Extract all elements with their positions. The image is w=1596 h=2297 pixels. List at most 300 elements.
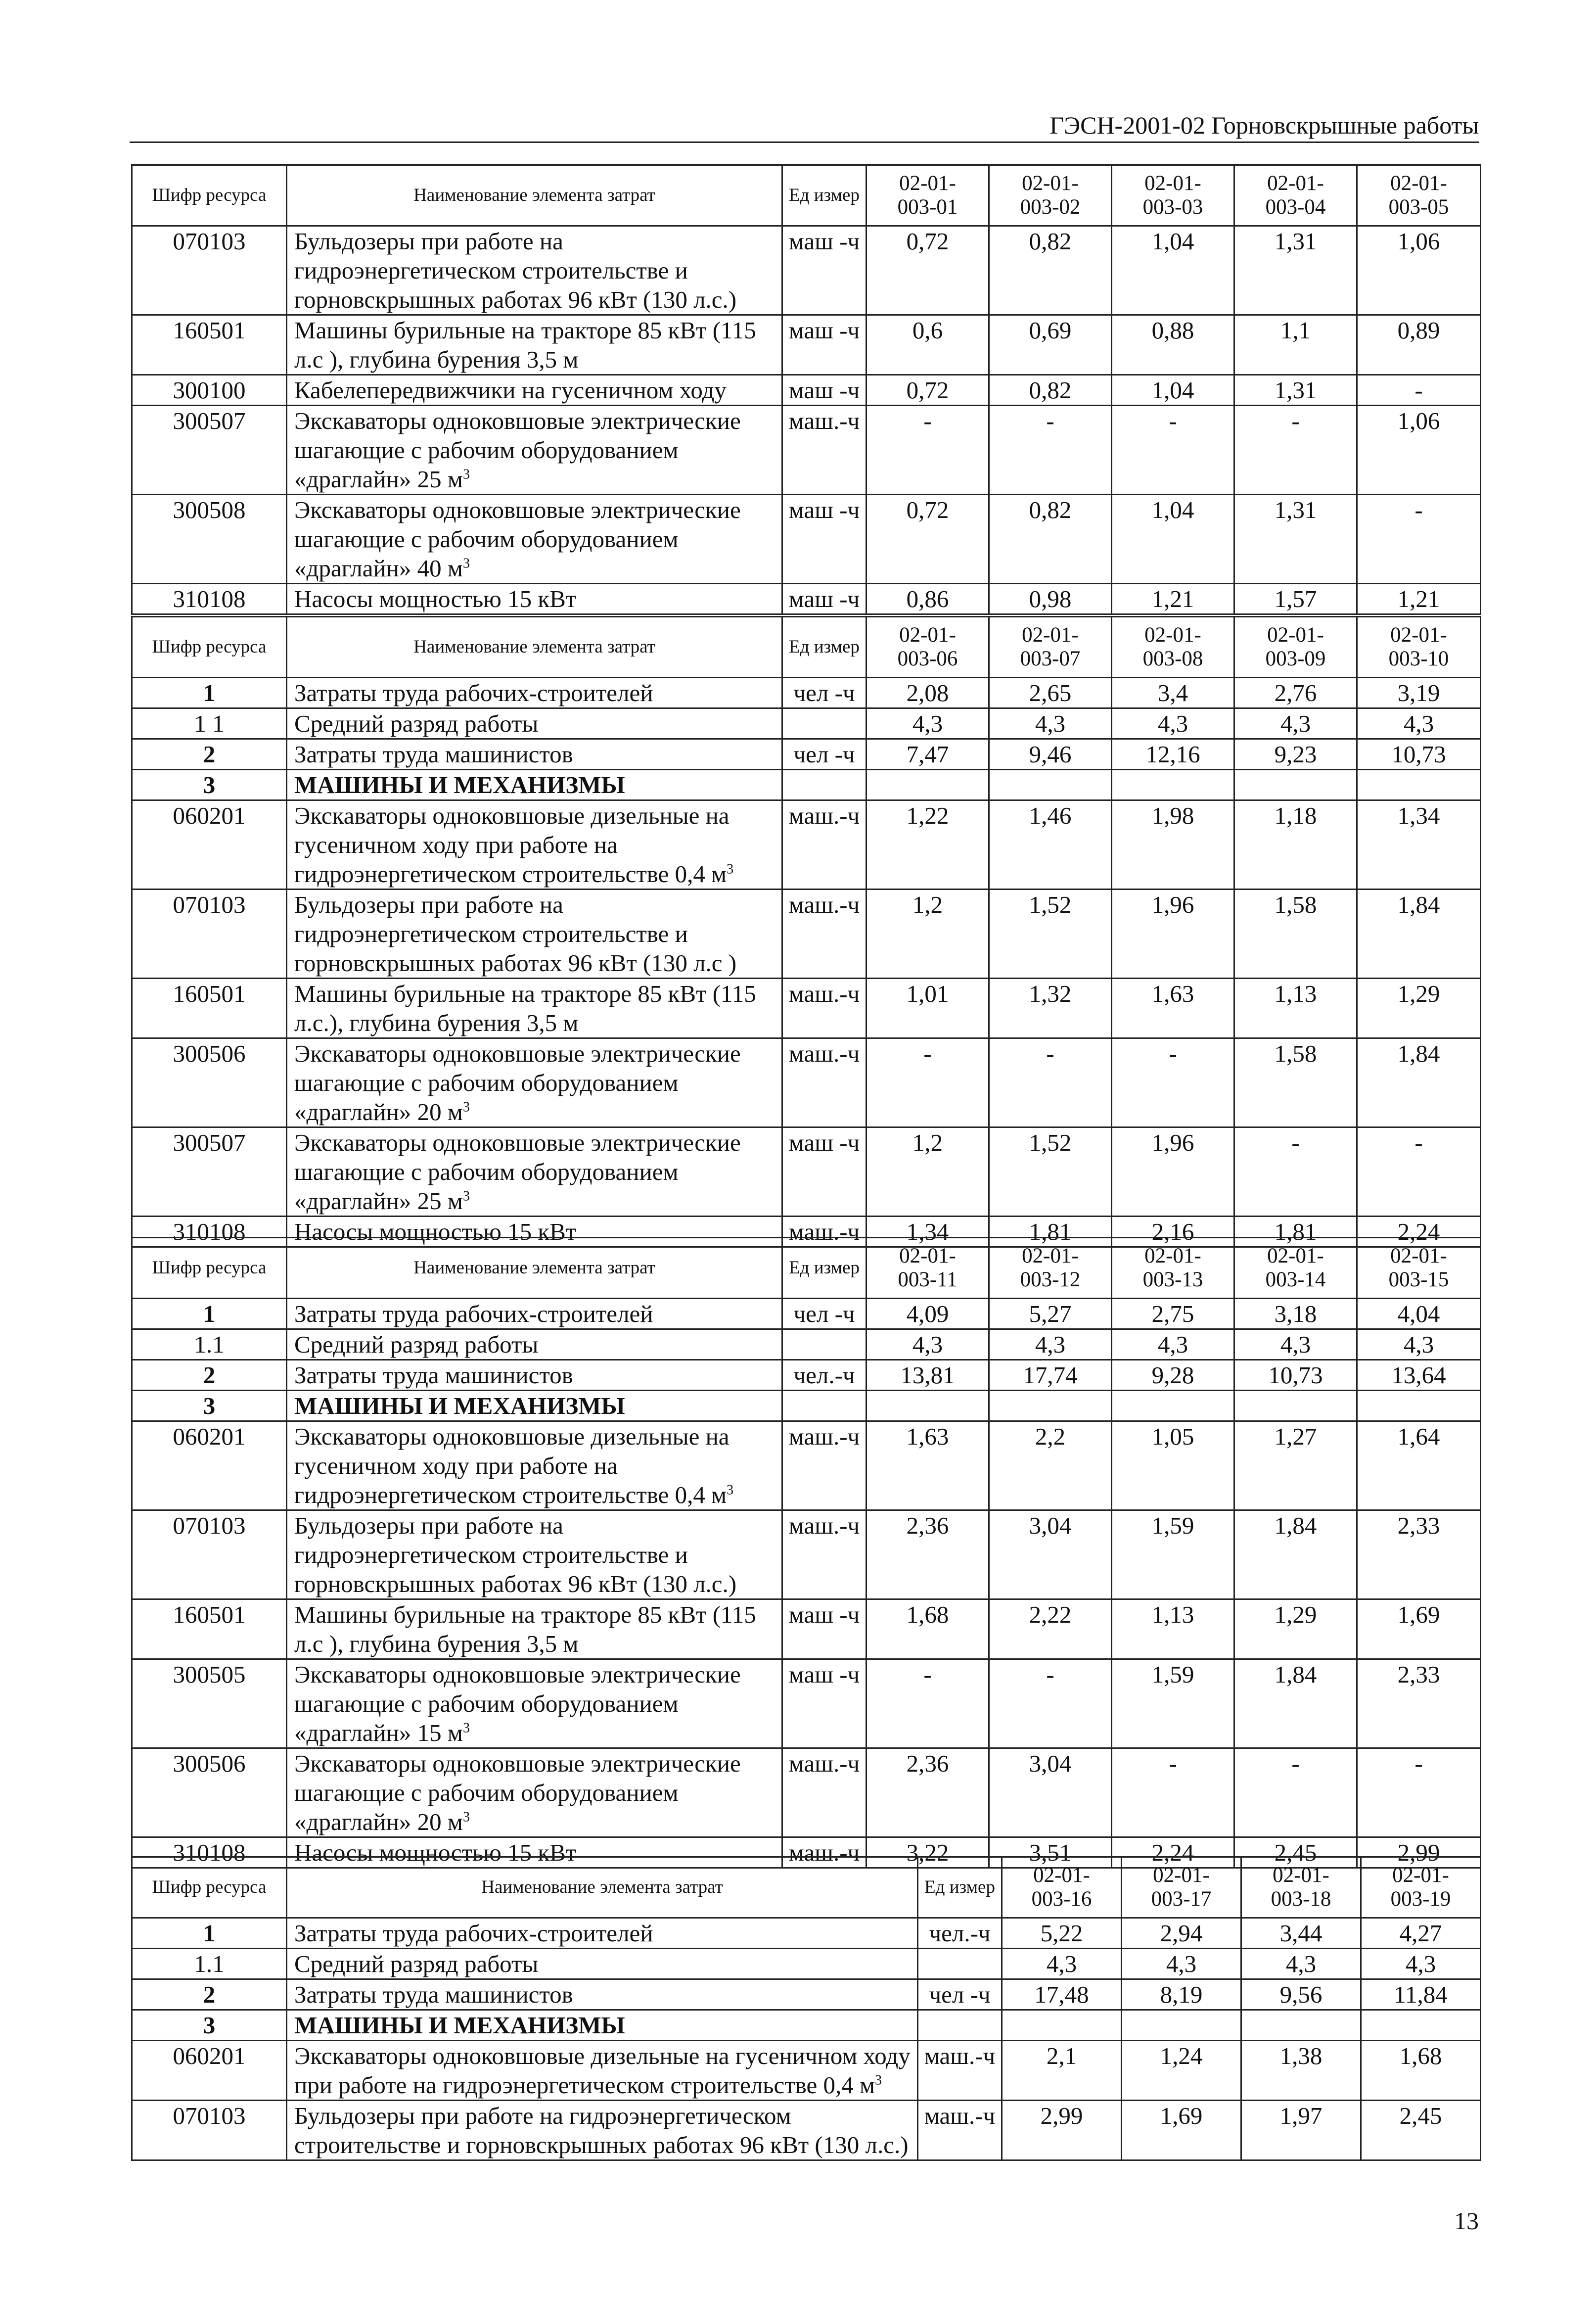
cost-element-name-text: Экскаваторы одноковшовые дизельные на гусеничном ходу при работе на гидроэнергетическом строительстве 0,4 м <box>294 802 730 888</box>
header-norm-code: 02-01- 003-19 <box>1361 1857 1481 1918</box>
resource-code: 060201 <box>132 1421 287 1510</box>
unit-of-measure: чел.-ч <box>782 1360 866 1391</box>
resource-code: 300507 <box>132 406 287 495</box>
unit-of-measure: маш -ч <box>782 1659 866 1748</box>
norm-value: - <box>1112 406 1234 495</box>
cost-element-name-text: Бульдозеры при работе на гидроэнергетическом строительстве и горновскрышных работах 96 кВт (130 л.с.) <box>294 228 737 313</box>
cost-element-name <box>287 584 782 614</box>
cost-element-name-text: Бульдозеры при работе на гидроэнергетическом строительстве и горновскрышных работах 96 кВт (130 л.с.) <box>294 1512 737 1597</box>
norm-value: 1,57 <box>1234 584 1357 614</box>
norm-value: 1,69 <box>1357 1599 1481 1659</box>
norm-value: 0,72 <box>866 226 989 315</box>
norm-value: - <box>866 406 989 495</box>
resource-code: 2 <box>132 1360 287 1391</box>
norm-value: 1,32 <box>989 979 1112 1038</box>
norm-value: 1,27 <box>1234 1421 1357 1510</box>
norm-value <box>1241 2010 1361 2041</box>
header-unit: Ед измер <box>782 617 866 678</box>
resource-code: 2 <box>132 739 287 770</box>
norm-value: 1,31 <box>1234 375 1357 406</box>
unit-of-measure: маш.-ч <box>782 406 866 495</box>
norms-table <box>131 616 1481 1248</box>
norm-value: 1,38 <box>1241 2041 1361 2101</box>
header-norm-code: 02-01- 003-02 <box>989 165 1112 226</box>
norm-value: 1,63 <box>866 1421 989 1510</box>
norm-value <box>989 1391 1112 1421</box>
norm-value <box>1112 770 1234 800</box>
norm-value: 4,3 <box>1122 1949 1241 1979</box>
resource-code: 3 <box>132 2010 287 2041</box>
table-row <box>132 2010 1481 2041</box>
unit-superscript: 3 <box>875 2072 882 2088</box>
norms-table <box>131 1237 1481 1869</box>
table-row <box>132 226 1481 315</box>
unit-of-measure: маш.-ч <box>782 800 866 890</box>
norm-value: 0,82 <box>989 375 1112 406</box>
table-row <box>132 1748 1481 1837</box>
unit-superscript: 3 <box>462 556 470 571</box>
norm-value: 1,2 <box>866 890 989 979</box>
norm-value: 8,19 <box>1122 1979 1241 2010</box>
norm-value: 1,34 <box>866 1217 989 1247</box>
cost-element-name <box>287 1329 782 1360</box>
header-norm-code: 02-01- 003-01 <box>866 165 989 226</box>
cost-element-name <box>287 800 782 890</box>
table-row <box>132 2041 1481 2101</box>
cost-element-name <box>287 495 782 584</box>
cost-element-name <box>287 1360 782 1391</box>
cost-element-name-text: Насосы мощностью 15 кВт <box>294 1218 577 1245</box>
norm-value: - <box>1112 1748 1234 1837</box>
cost-element-name-text: Экскаваторы одноковшовые дизельные на гусеничном ходу при работе на гидроэнергетическом строительстве 0,4 м <box>294 2042 911 2099</box>
unit-of-measure: чел -ч <box>918 1979 1002 2010</box>
header-norm-code: 02-01- 003-14 <box>1234 1238 1357 1299</box>
table-row <box>132 1918 1481 1949</box>
cost-element-name <box>287 1979 918 2010</box>
norm-value: 2,1 <box>1002 2041 1122 2101</box>
cost-element-name-text: Экскаваторы одноковшовые электрические шагающие с рабочим оборудованием «драглайн» 40 м <box>294 496 741 582</box>
norm-value: 2,08 <box>866 678 989 708</box>
norm-value: 10,73 <box>1234 1360 1357 1391</box>
unit-of-measure: маш.-ч <box>782 1038 866 1127</box>
norm-value: 3,4 <box>1112 678 1234 708</box>
norm-value: 4,3 <box>989 1329 1112 1360</box>
norm-value: 4,27 <box>1361 1918 1481 1949</box>
norm-value: 3,51 <box>989 1837 1112 1868</box>
cost-element-name <box>287 1127 782 1217</box>
table-row <box>132 315 1481 375</box>
norm-value: 9,28 <box>1112 1360 1234 1391</box>
unit-of-measure: чел -ч <box>782 739 866 770</box>
table-row <box>132 406 1481 495</box>
header-norm-code: 02-01- 003-06 <box>866 617 989 678</box>
norm-value: 2,94 <box>1122 1918 1241 1949</box>
norm-value: 1,21 <box>1357 584 1481 614</box>
cost-element-name <box>287 708 782 739</box>
unit-of-measure: маш -ч <box>782 495 866 584</box>
header-norm-code: 02-01- 003-12 <box>989 1238 1112 1299</box>
cost-element-name-text: Затраты труда рабочих-строителей <box>294 679 653 706</box>
cost-element-name-text: Экскаваторы одноковшовые электрические шагающие с рабочим оборудованием «драглайн» 25 м <box>294 1129 741 1215</box>
norm-value: 1,97 <box>1241 2101 1361 2160</box>
norm-value: - <box>989 1038 1112 1127</box>
cost-element-name-text: МАШИНЫ И МЕХАНИЗМЫ <box>294 2012 625 2039</box>
norm-value: - <box>866 1038 989 1127</box>
norm-value: 4,3 <box>866 1329 989 1360</box>
norm-value: 1,68 <box>866 1599 989 1659</box>
table-row <box>132 1360 1481 1391</box>
norm-value: 13,81 <box>866 1360 989 1391</box>
norm-value: 2,36 <box>866 1510 989 1599</box>
cost-element-name <box>287 770 782 800</box>
table-header-row <box>132 165 1481 226</box>
cost-element-name-text: Затраты труда машинистов <box>294 1361 573 1389</box>
unit-of-measure <box>782 1329 866 1360</box>
unit-of-measure: маш -ч <box>782 315 866 375</box>
cost-element-name-text: Затраты труда машинистов <box>294 741 573 768</box>
norm-value: - <box>989 406 1112 495</box>
norm-value: 1,13 <box>1112 1599 1234 1659</box>
cost-element-name <box>287 406 782 495</box>
unit-of-measure: чел -ч <box>782 678 866 708</box>
cost-element-name <box>287 1949 918 1979</box>
norm-value: 11,84 <box>1361 1979 1481 2010</box>
norm-value: 1,29 <box>1357 979 1481 1038</box>
unit-of-measure <box>782 1391 866 1421</box>
norm-value: 1,34 <box>1357 800 1481 890</box>
norm-value: 1,96 <box>1112 1127 1234 1217</box>
norm-value: 17,48 <box>1002 1979 1122 2010</box>
cost-element-name-text: Затраты труда рабочих-строителей <box>294 1300 653 1327</box>
resource-code: 070103 <box>132 890 287 979</box>
norm-value: 1,63 <box>1112 979 1234 1038</box>
norm-value: 4,3 <box>1002 1949 1122 1979</box>
resource-code: 300507 <box>132 1127 287 1217</box>
unit-of-measure <box>918 1949 1002 1979</box>
norms-table <box>131 1856 1481 2161</box>
norm-value: 1,84 <box>1357 890 1481 979</box>
norm-value <box>1361 2010 1481 2041</box>
cost-element-name <box>287 1599 782 1659</box>
norm-value: 2,36 <box>866 1748 989 1837</box>
cost-element-name-text: Затраты труда машинистов <box>294 1981 573 2008</box>
norm-value: 1,96 <box>1112 890 1234 979</box>
resource-code: 1 1 <box>132 708 287 739</box>
table-row <box>132 1510 1481 1599</box>
table-header-row <box>132 1238 1481 1299</box>
norm-value: - <box>1112 1038 1234 1127</box>
norm-value: 3,44 <box>1241 1918 1361 1949</box>
page-header-title: ГЭСН-2001-02 Горновскрышные работы <box>1049 111 1479 139</box>
norm-value: 2,33 <box>1357 1510 1481 1599</box>
norm-value: 3,04 <box>989 1748 1112 1837</box>
cost-element-name <box>287 2041 918 2101</box>
header-name: Наименование элемента затрат <box>287 617 782 678</box>
norm-value: 1,84 <box>1234 1659 1357 1748</box>
resource-code: 1 <box>132 1299 287 1329</box>
norm-value: 10,73 <box>1357 739 1481 770</box>
header-name: Наименование элемента затрат <box>287 165 782 226</box>
unit-superscript: 3 <box>462 1720 470 1736</box>
norm-value: 1,21 <box>1112 584 1234 614</box>
norm-value: 1,59 <box>1112 1659 1234 1748</box>
cost-element-name <box>287 226 782 315</box>
norm-value: 1,46 <box>989 800 1112 890</box>
unit-of-measure: маш -ч <box>782 1127 866 1217</box>
cost-element-name-text: Бульдозеры при работе на гидроэнергетическом строительстве и горновскрышных работах 96 кВт (130 л.с.) <box>294 2102 909 2158</box>
header-norm-code: 02-01- 003-08 <box>1112 617 1234 678</box>
cost-element-name-text: Бульдозеры при работе на гидроэнергетическом строительстве и горновскрышных работах 96 кВт (130 л.с ) <box>294 891 737 977</box>
header-unit: Ед измер <box>918 1857 1002 1918</box>
cost-element-name-text: Насосы мощностью 15 кВт <box>294 1839 577 1866</box>
cost-element-name <box>287 979 782 1038</box>
table-row <box>132 1038 1481 1127</box>
norm-value: 4,3 <box>1357 708 1481 739</box>
norm-value: 4,3 <box>1361 1949 1481 1979</box>
resource-code: 3 <box>132 770 287 800</box>
header-norm-code: 02-01- 003-10 <box>1357 617 1481 678</box>
resource-code: 060201 <box>132 2041 287 2101</box>
header-norm-code: 02-01- 003-05 <box>1357 165 1481 226</box>
cost-element-name <box>287 2101 918 2160</box>
resource-code: 160501 <box>132 1599 287 1659</box>
unit-of-measure <box>782 770 866 800</box>
table-row <box>132 584 1481 614</box>
norm-value: 4,3 <box>866 708 989 739</box>
norm-value: 2,2 <box>989 1421 1112 1510</box>
norm-value: 1,05 <box>1112 1421 1234 1510</box>
norm-value: 3,22 <box>866 1837 989 1868</box>
unit-of-measure: маш -ч <box>782 584 866 614</box>
table-row <box>132 1391 1481 1421</box>
resource-code: 1.1 <box>132 1329 287 1360</box>
header-code: Шифр ресурса <box>132 165 287 226</box>
norm-value: 1,13 <box>1234 979 1357 1038</box>
norm-value: 0,82 <box>989 226 1112 315</box>
norms-table-block-3 <box>131 1237 1481 1869</box>
header-norm-code: 02-01- 003-04 <box>1234 165 1357 226</box>
norm-value: 1,31 <box>1234 226 1357 315</box>
resource-code: 300506 <box>132 1038 287 1127</box>
norm-value: 0,89 <box>1357 315 1481 375</box>
norm-value: 1,24 <box>1122 2041 1241 2101</box>
cost-element-name-text: Экскаваторы одноковшовые электрические шагающие с рабочим оборудованием «драглайн» 15 м <box>294 1661 741 1746</box>
table-header-row <box>132 1857 1481 1918</box>
unit-superscript: 3 <box>462 1099 470 1115</box>
header-unit: Ед измер <box>782 165 866 226</box>
norm-value <box>866 1391 989 1421</box>
norms-table-block-1 <box>131 164 1481 615</box>
unit-of-measure: маш.-ч <box>782 979 866 1038</box>
norm-value <box>1234 770 1357 800</box>
unit-superscript: 3 <box>462 467 470 482</box>
norm-value: 2,45 <box>1361 2101 1481 2160</box>
cost-element-name-text: Машины бурильные на тракторе 85 кВт (115 л.с.), глубина бурения 3,5 м <box>294 980 756 1036</box>
norm-value: 9,23 <box>1234 739 1357 770</box>
cost-element-name <box>287 315 782 375</box>
norm-value: - <box>1234 1127 1357 1217</box>
cost-element-name <box>287 2010 918 2041</box>
resource-code: 300505 <box>132 1659 287 1748</box>
page-header <box>130 109 1479 143</box>
header-code: Шифр ресурса <box>132 1857 287 1918</box>
norm-value: 2,75 <box>1112 1299 1234 1329</box>
table-row <box>132 1949 1481 1979</box>
unit-of-measure: маш -ч <box>782 375 866 406</box>
unit-of-measure <box>918 2010 1002 2041</box>
cost-element-name-text: МАШИНЫ И МЕХАНИЗМЫ <box>294 771 625 798</box>
norm-value: 1,22 <box>866 800 989 890</box>
norm-value: - <box>1357 495 1481 584</box>
header-name: Наименование элемента затрат <box>287 1857 918 1918</box>
cost-element-name <box>287 1510 782 1599</box>
cost-element-name-text: Экскаваторы одноковшовые электрические шагающие с рабочим оборудованием «драглайн» 20 м <box>294 1040 741 1125</box>
resource-code: 3 <box>132 1391 287 1421</box>
header-norm-code: 02-01- 003-17 <box>1122 1857 1241 1918</box>
norm-value: 1,98 <box>1112 800 1234 890</box>
norm-value: 3,04 <box>989 1510 1112 1599</box>
page-number: 13 <box>1454 2207 1479 2235</box>
table-row <box>132 1979 1481 2010</box>
resource-code: 070103 <box>132 226 287 315</box>
resource-code: 060201 <box>132 800 287 890</box>
cost-element-name-text: Кабелепередвижчики на гусеничном ходу <box>294 376 727 404</box>
unit-of-measure: чел -ч <box>782 1299 866 1329</box>
norm-value: 1,1 <box>1234 315 1357 375</box>
norm-value: 4,3 <box>1234 1329 1357 1360</box>
header-unit: Ед измер <box>782 1238 866 1299</box>
norm-value: 7,47 <box>866 739 989 770</box>
norm-value: 0,69 <box>989 315 1112 375</box>
header-norm-code: 02-01- 003-03 <box>1112 165 1234 226</box>
cost-element-name-text: Машины бурильные на тракторе 85 кВт (115 л.с ), глубина бурения 3,5 м <box>294 1601 756 1657</box>
resource-code: 310108 <box>132 1217 287 1247</box>
norm-value: 0,6 <box>866 315 989 375</box>
norm-value: 1,59 <box>1112 1510 1234 1599</box>
norms-table-block-4 <box>131 1856 1481 2161</box>
norm-value: 2,16 <box>1112 1217 1234 1247</box>
header-norm-code: 02-01- 003-09 <box>1234 617 1357 678</box>
unit-of-measure: маш.-ч <box>782 1837 866 1868</box>
cost-element-name <box>287 1659 782 1748</box>
norm-value: 1,84 <box>1357 1038 1481 1127</box>
unit-superscript: 3 <box>727 1482 734 1498</box>
norm-value: 4,09 <box>866 1299 989 1329</box>
cost-element-name <box>287 1748 782 1837</box>
cost-element-name-text: Затраты труда рабочих-строителей <box>294 1920 653 1947</box>
header-norm-code: 02-01- 003-13 <box>1112 1238 1234 1299</box>
cost-element-name-text: МАШИНЫ И МЕХАНИЗМЫ <box>294 1392 625 1419</box>
cost-element-name <box>287 1391 782 1421</box>
norm-value: 1,04 <box>1112 495 1234 584</box>
norm-value <box>1002 2010 1122 2041</box>
norm-value: 1,81 <box>989 1217 1112 1247</box>
norm-value: 1,01 <box>866 979 989 1038</box>
header-norm-code: 02-01- 003-16 <box>1002 1857 1122 1918</box>
resource-code: 070103 <box>132 1510 287 1599</box>
norm-value: 1,84 <box>1234 1510 1357 1599</box>
resource-code: 300508 <box>132 495 287 584</box>
unit-of-measure: чел.-ч <box>918 1918 1002 1949</box>
norm-value: 2,99 <box>1357 1837 1481 1868</box>
resource-code: 2 <box>132 1979 287 2010</box>
norm-value: 9,56 <box>1241 1979 1361 2010</box>
norm-value: 2,76 <box>1234 678 1357 708</box>
resource-code: 310108 <box>132 1837 287 1868</box>
norm-value: 1,18 <box>1234 800 1357 890</box>
table-row <box>132 375 1481 406</box>
norm-value: 1,64 <box>1357 1421 1481 1510</box>
cost-element-name-text: Средний разряд работы <box>294 1331 539 1358</box>
table-row <box>132 2101 1481 2160</box>
unit-superscript: 3 <box>727 861 734 877</box>
norm-value: 5,27 <box>989 1299 1112 1329</box>
norm-value: 4,3 <box>1112 1329 1234 1360</box>
table-row <box>132 1421 1481 1510</box>
cost-element-name <box>287 890 782 979</box>
unit-of-measure: маш.-ч <box>782 1510 866 1599</box>
unit-of-measure: маш.-ч <box>782 1421 866 1510</box>
unit-superscript: 3 <box>462 1188 470 1204</box>
norms-table <box>131 164 1481 615</box>
cost-element-name <box>287 375 782 406</box>
table-row <box>132 1299 1481 1329</box>
norm-value: - <box>1357 1748 1481 1837</box>
resource-code: 160501 <box>132 979 287 1038</box>
resource-code: 300100 <box>132 375 287 406</box>
header-norm-code: 02-01- 003-15 <box>1357 1238 1481 1299</box>
table-row <box>132 1127 1481 1217</box>
norm-value: 0,82 <box>989 495 1112 584</box>
norm-value: 17,74 <box>989 1360 1112 1391</box>
norm-value: - <box>1357 1127 1481 1217</box>
norm-value: - <box>989 1659 1112 1748</box>
resource-code: 070103 <box>132 2101 287 2160</box>
norm-value: 1,29 <box>1234 1599 1357 1659</box>
norm-value: 1,81 <box>1234 1217 1357 1247</box>
norm-value: 1,58 <box>1234 1038 1357 1127</box>
table-row <box>132 495 1481 584</box>
unit-of-measure: маш -ч <box>782 1599 866 1659</box>
norm-value: - <box>866 1659 989 1748</box>
header-code: Шифр ресурса <box>132 617 287 678</box>
unit-of-measure: маш -ч <box>782 226 866 315</box>
table-row <box>132 800 1481 890</box>
norm-value: 4,3 <box>1112 708 1234 739</box>
norm-value: 4,3 <box>1357 1329 1481 1360</box>
table-row <box>132 1599 1481 1659</box>
norm-value: 4,3 <box>1241 1949 1361 1979</box>
norm-value <box>1357 1391 1481 1421</box>
norm-value: - <box>1357 375 1481 406</box>
table-row <box>132 1659 1481 1748</box>
header-code: Шифр ресурса <box>132 1238 287 1299</box>
norm-value: 12,16 <box>1112 739 1234 770</box>
resource-code: 1 <box>132 1918 287 1949</box>
unit-of-measure: маш.-ч <box>918 2041 1002 2101</box>
norm-value: 5,22 <box>1002 1918 1122 1949</box>
norm-value: 4,04 <box>1357 1299 1481 1329</box>
cost-element-name <box>287 1421 782 1510</box>
cost-element-name-text: Средний разряд работы <box>294 1950 539 1977</box>
unit-of-measure: маш.-ч <box>918 2101 1002 2160</box>
norm-value: 2,24 <box>1112 1837 1234 1868</box>
resource-code: 160501 <box>132 315 287 375</box>
norm-value: - <box>1234 1748 1357 1837</box>
norm-value <box>1234 1391 1357 1421</box>
unit-of-measure: маш.-ч <box>782 890 866 979</box>
cost-element-name <box>287 678 782 708</box>
